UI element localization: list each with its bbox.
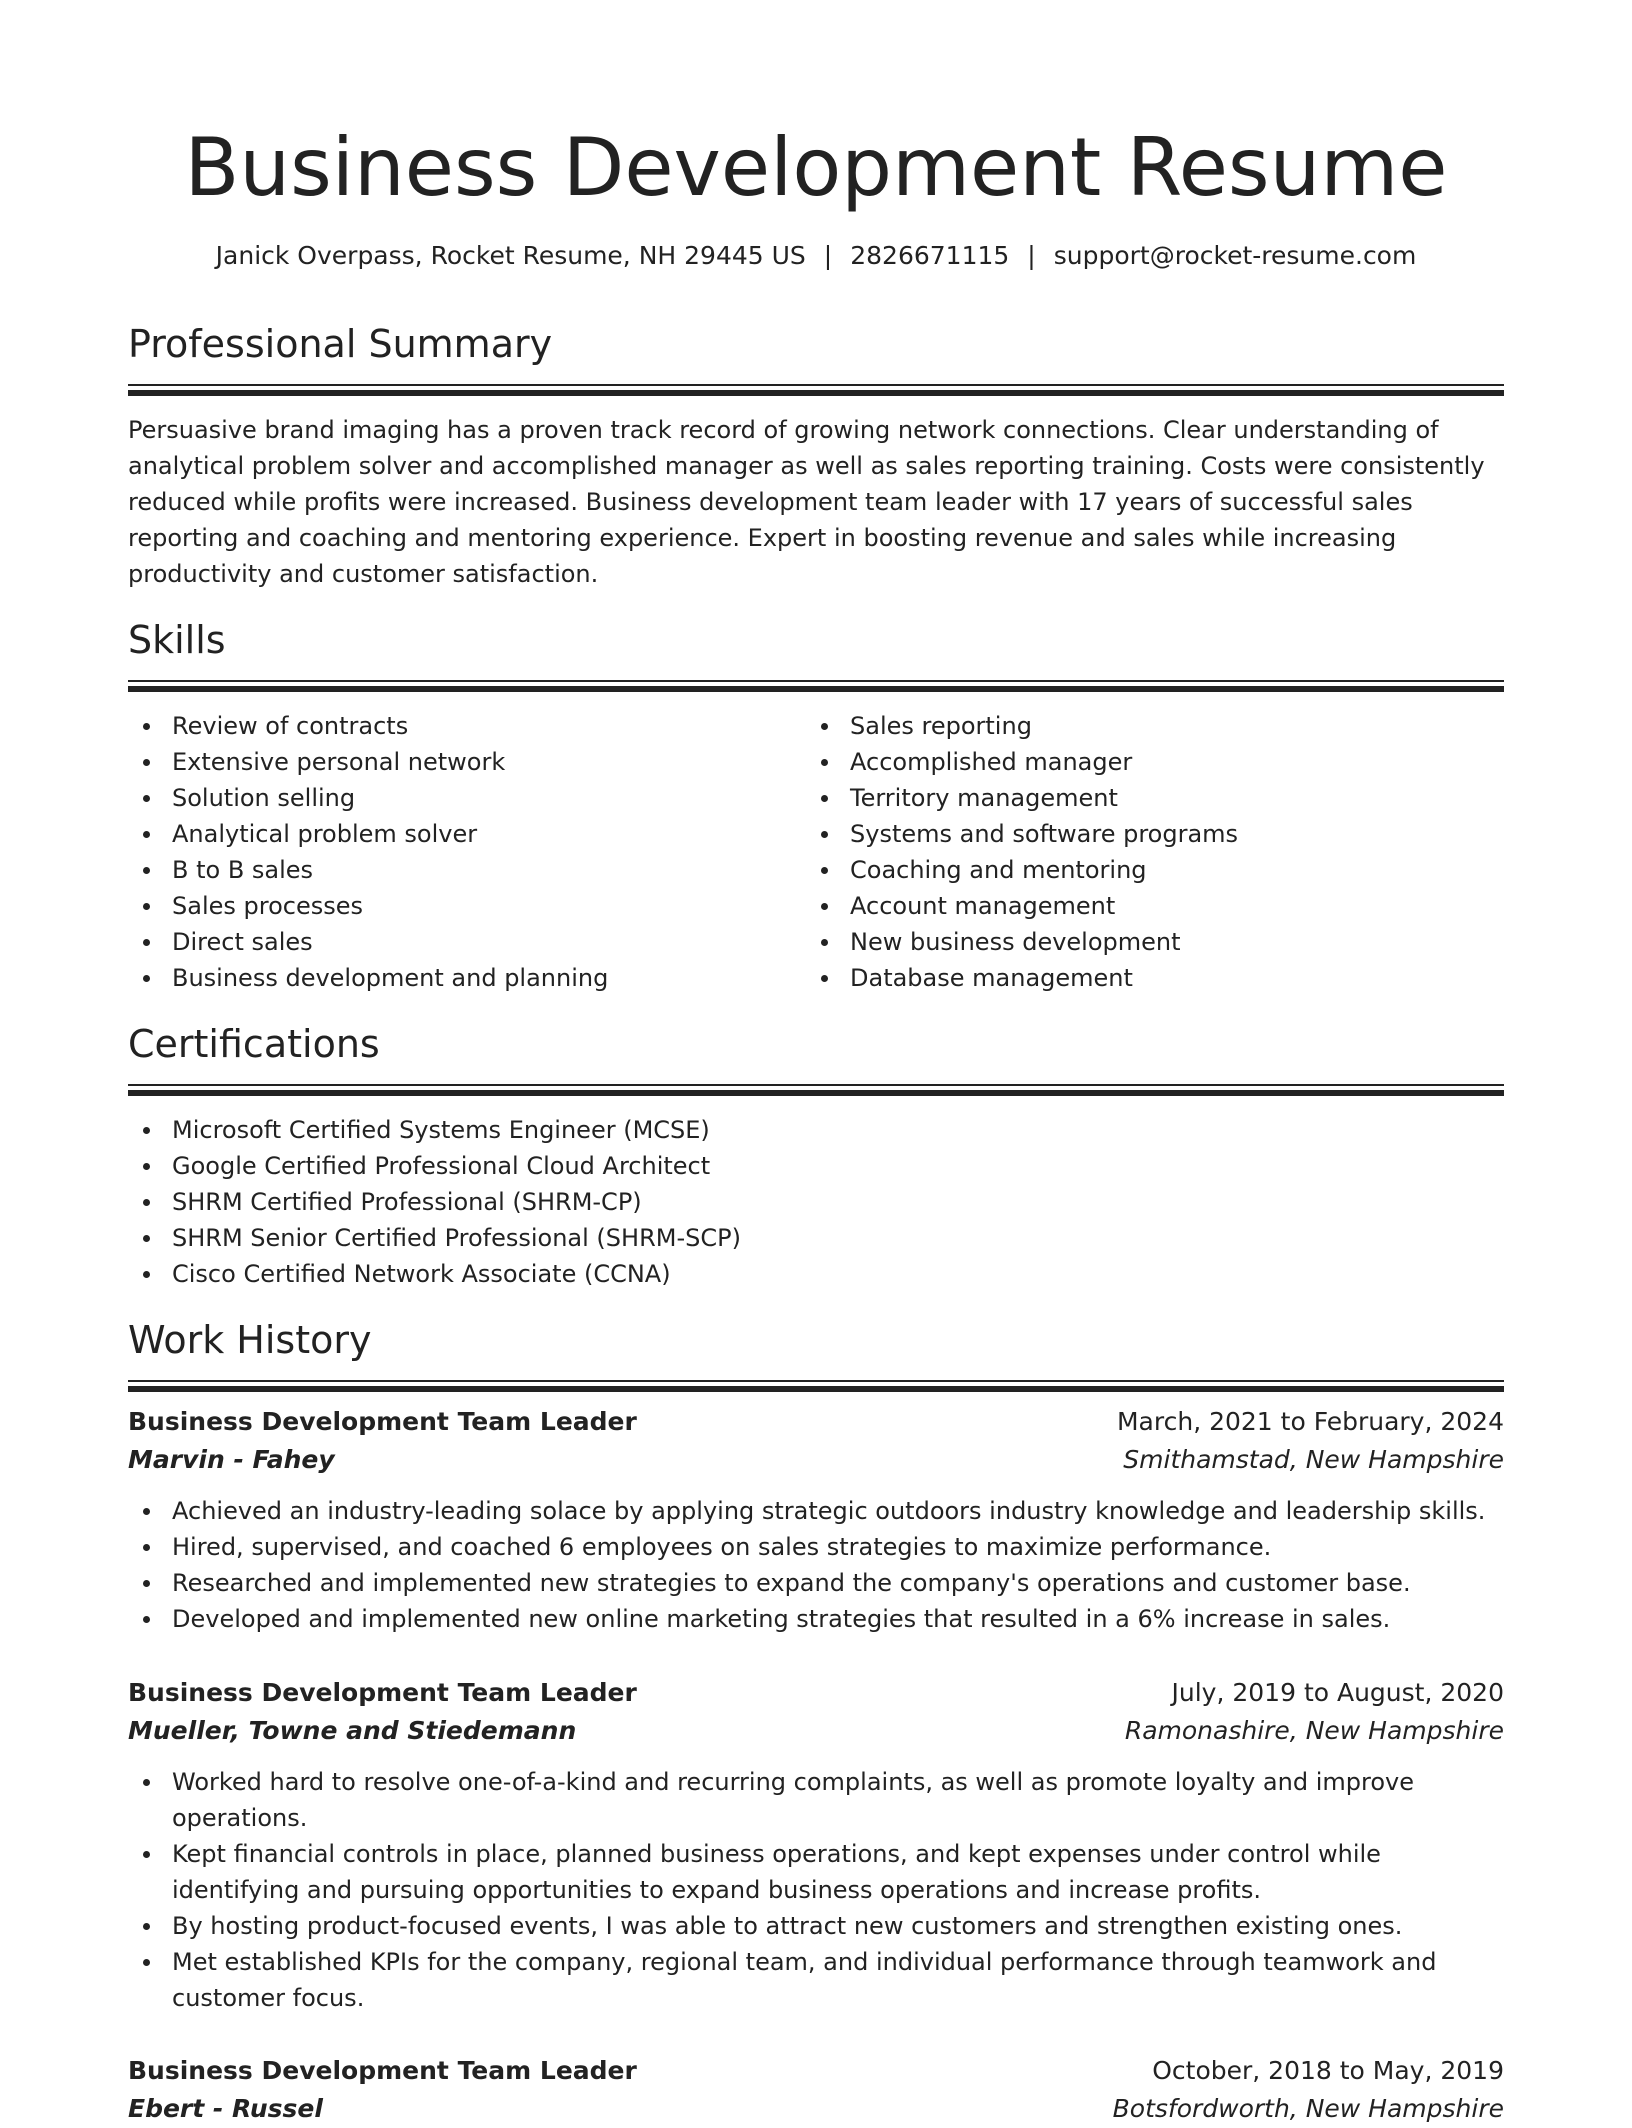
skill-item: Territory management	[806, 780, 1484, 816]
job-bullet: Developed and implemented new online marketing strategies that resulted in a 6% increase in sales.	[128, 1601, 1504, 1637]
summary-heading: Professional Summary	[128, 322, 553, 366]
skill-item: Coaching and mentoring	[806, 852, 1484, 888]
certification-item: Microsoft Certified Systems Engineer (MCSE)	[128, 1112, 1504, 1148]
skill-item: Business development and planning	[128, 960, 806, 996]
job-subheader	[128, 1441, 1504, 1479]
job-bullets	[128, 1764, 1504, 2016]
job-header	[128, 1674, 1504, 1712]
skill-item: Sales processes	[128, 888, 806, 924]
section-divider	[128, 680, 1504, 692]
work-history-section	[128, 1314, 1504, 1392]
job-bullet: Kept financial controls in place, planned business operations, and kept expenses under control while identifying and pursuing opportunities to expand business operations and increase profits.	[128, 1836, 1504, 1908]
skills-section	[128, 614, 1504, 996]
section-divider	[128, 1380, 1504, 1392]
job-bullet: By hosting product-focused events, I was able to attract new customers and strengthen existing ones.	[128, 1908, 1504, 1944]
skill-item: Extensive personal network	[128, 744, 806, 780]
job-location: Botsfordworth, New Hampshire	[1112, 2094, 1504, 2123]
job-bullet: Hired, supervised, and coached 6 employees on sales strategies to maximize performance.	[128, 1529, 1504, 1565]
section-divider	[128, 1084, 1504, 1096]
skill-item: Review of contracts	[128, 708, 806, 744]
skill-item: Account management	[806, 888, 1484, 924]
contact-email: support@rocket-resume.com	[1053, 241, 1417, 270]
job-bullet: Worked hard to resolve one-of-a-kind and recurring complaints, as well as promote loyalty and improve operations.	[128, 1764, 1504, 1836]
skill-item: Sales reporting	[806, 708, 1484, 744]
job-company: Marvin - Fahey	[128, 1445, 335, 1474]
job-dates: July, 2019 to August, 2020	[1171, 1678, 1504, 1707]
job-header	[128, 2052, 1504, 2090]
job-entry	[128, 2052, 1504, 2128]
contact-separator: |	[1027, 241, 1036, 270]
contact-address: Janick Overpass, Rocket Resume, NH 29445 US	[215, 241, 806, 270]
certification-item: SHRM Senior Certified Professional (SHRM-SCP)	[128, 1220, 1504, 1256]
job-dates: March, 2021 to February, 2024	[1116, 1407, 1504, 1436]
certification-item: Google Certified Professional Cloud Architect	[128, 1148, 1504, 1184]
job-location: Smithamstad, New Hampshire	[1123, 1445, 1504, 1474]
job-bullet: Achieved an industry-leading solace by applying strategic outdoors industry knowledge and leadership skills.	[128, 1493, 1504, 1529]
certifications-section	[128, 1018, 1504, 1292]
job-dates: October, 2018 to May, 2019	[1152, 2056, 1504, 2085]
job-entry	[128, 1674, 1504, 2016]
skills-list-left	[128, 708, 806, 996]
skill-item: New business development	[806, 924, 1484, 960]
job-company: Mueller, Towne and Stiedemann	[128, 1716, 577, 1745]
skill-item: Direct sales	[128, 924, 806, 960]
job-location: Ramonashire, New Hampshire	[1124, 1716, 1504, 1745]
skills-columns	[128, 708, 1504, 996]
skill-item: Analytical problem solver	[128, 816, 806, 852]
skills-list-right	[806, 708, 1484, 996]
certifications-list	[128, 1112, 1504, 1292]
job-bullets	[128, 1493, 1504, 1637]
skill-item: B to B sales	[128, 852, 806, 888]
summary-section	[128, 318, 1504, 592]
resume-title: Business Development Resume	[184, 121, 1448, 214]
contact-separator: |	[823, 241, 833, 270]
skill-item: Database management	[806, 960, 1484, 996]
skills-heading: Skills	[128, 618, 226, 662]
contact-line	[128, 238, 1504, 274]
certification-item: Cisco Certified Network Associate (CCNA)	[128, 1256, 1504, 1292]
job-bullet: Met established KPIs for the company, regional team, and individual performance through teamwork and customer focus.	[128, 1944, 1504, 2016]
skill-item: Solution selling	[128, 780, 806, 816]
contact-phone: 2826671115	[850, 241, 1010, 270]
job-entry	[128, 1403, 1504, 1637]
summary-text: Persuasive brand imaging has a proven track record of growing network connections. Clear understanding of analytical problem solver and accomplished manager as well as sales reporting training. Costs were consistently reduced while profits were increased. Business development team leader with 17 years of successful sales reporting and coaching and mentoring experience. Expert in boosting revenue and sales while increasing productivity and customer satisfaction.	[128, 416, 1485, 588]
job-subheader	[128, 1712, 1504, 1750]
job-title: Business Development Team Leader	[128, 2056, 637, 2085]
job-title: Business Development Team Leader	[128, 1407, 637, 1436]
work-history-heading: Work History	[128, 1318, 372, 1362]
certifications-heading: Certifications	[128, 1022, 380, 1066]
section-divider	[128, 384, 1504, 396]
certification-item: SHRM Certified Professional (SHRM-CP)	[128, 1184, 1504, 1220]
job-bullet: Researched and implemented new strategies to expand the company's operations and customer base.	[128, 1565, 1504, 1601]
job-company: Ebert - Russel	[128, 2094, 323, 2123]
job-title: Business Development Team Leader	[128, 1678, 637, 1707]
skill-item: Accomplished manager	[806, 744, 1484, 780]
skill-item: Systems and software programs	[806, 816, 1484, 852]
job-header	[128, 1403, 1504, 1441]
job-subheader	[128, 2090, 1504, 2128]
